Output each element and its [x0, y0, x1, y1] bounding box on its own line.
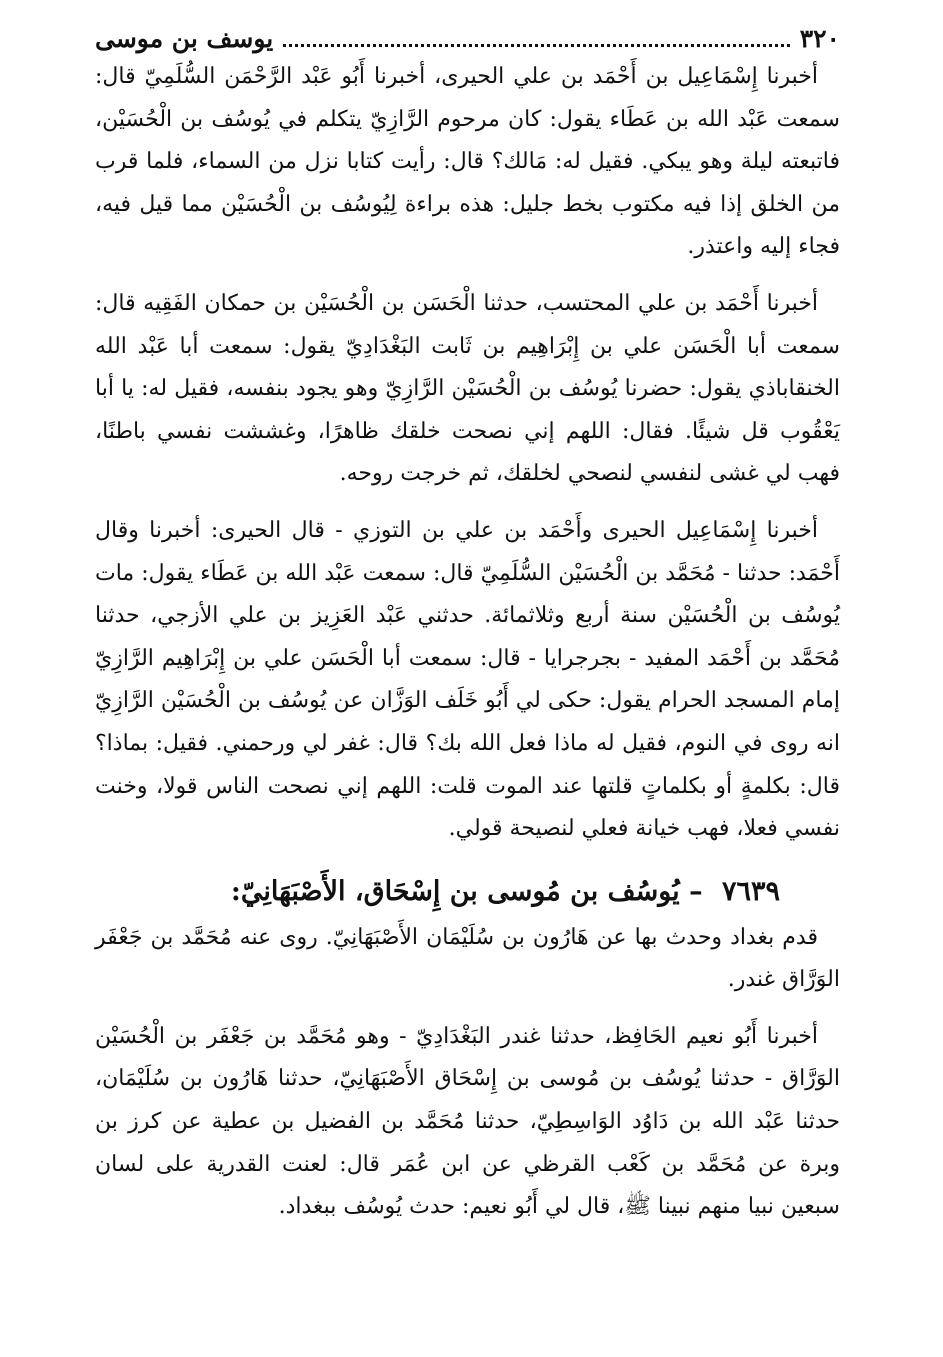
page-number: ٣٢٠ [799, 24, 840, 53]
entry-paragraph-2: أخبرنا أَبُو نعيم الحَافِظ، حدثنا غندر البَغْدَادِيّ - وهو مُحَمَّد بن جَعْفَر بن الْحُسَيْن الوَرَّاق - حدثنا يُوسُف بن مُوسى بن إِسْحَاق الأَصْبَهَانِيّ، حدثنا هَارُون بن سُلَيْمَان، حدثنا عَبْد الله بن دَاوُد الوَاسِطِيّ، حدثنا مُحَمَّد بن الفضيل بن عطية عن كرز بن وبرة عن مُحَمَّد بن كَعْب القرظي عن ابن عُمَر قال: لعنت القدرية على لسان سبعين نبيا منهم نبينا ﷺ، قال لي أَبُو نعيم: حدث يُوسُف ببغداد. [95, 1023, 840, 1220]
running-head-title: يوسف بن موسى [95, 24, 274, 53]
paragraph-3: أخبرنا إِسْمَاعِيل الحيرى وأَحْمَد بن علي بن التوزي - قال الحيرى: أخبرنا وقال أَحْمَد: حدثنا - مُحَمَّد بن الْحُسَيْن السُّلَمِيّ قال: سمعت عَبْد الله بن عَطَاء يقول: مات يُوسُف بن الْحُسَيْن سنة أربع وثلاثمائة. حدثني عَبْد العَزِيز بن علي الأزجي، حدثنا مُحَمَّد بن أَحْمَد المفيد - بجرجرايا - قال: سمعت أبا الْحَسَن علي بن إِبْرَاهِيم الرَّازِيّ إمام المسجد الحرام يقول: حكى لي أَبُو خَلَف الوَزَّان عن يُوسُف بن الْحُسَيْن الرَّازِيّ انه روى في النوم، فقيل له ماذا فعل الله بك؟ قال: غفر لي ورحمني. فقيل: بماذا؟ قال: بكلمةٍ أو بكلماتٍ قلتها عند الموت قلت: اللهم إني نصحت الناس قولا، وخنت نفسي فعلا، فهب خيانة فعلي لنصيحة قولي. [95, 517, 840, 842]
entry-heading [95, 869, 840, 915]
dotted-leader [283, 44, 790, 47]
book-page [95, 22, 840, 1229]
entry-name: يُوسُف بن مُوسى بن إِسْحَاق، الأَصْبَهَانِيّ: [230, 875, 680, 907]
paragraph-2: أخبرنا أَحْمَد بن علي المحتسب، حدثنا الْحَسَن بن الْحُسَيْن بن حمكان الفَقِيه قال: سمعت أبا الْحَسَن علي بن إِبْرَاهِيم بن ثَابت البَغْدَادِيّ يقول: سمعت أبا عَبْد الله الخنقاباذي يقول: حضرنا يُوسُف بن الْحُسَيْن الرَّازِيّ وهو يجود بنفسه، فقيل له: يا أبا يَعْقُوب قل شيئًا. فقال: اللهم إني نصحت خلقك ظاهرًا، وغششت نفسي باطنًا، فهب لي غشى لنفسي لنصحي لخلقك، ثم خرجت روحه. [95, 290, 840, 487]
entry-dash: – [689, 875, 703, 907]
running-head [95, 22, 840, 56]
entry-paragraph-1: قدم بغداد وحدث بها عن هَارُون بن سُلَيْمَان الأَصْبَهَانِيّ. روى عنه مُحَمَّد بن جَعْفَر الوَرَّاق غندر. [95, 924, 840, 993]
entry-number: ٧٦٣٩ [721, 875, 780, 907]
paragraph-1: أخبرنا إِسْمَاعِيل بن أَحْمَد بن علي الحيرى، أخبرنا أَبُو عَبْد الرَّحْمَن السُّلَمِيّ قال: سمعت عَبْد الله بن عَطَاء يقول: كان مرحوم الرَّازِيّ يتكلم في يُوسُف بن الْحُسَيْن، فاتبعته ليلة وهو يبكي. فقيل له: مَالك؟ قال: رأيت كتابا نزل من السماء، فلما قرب من الخلق إذا فيه مكتوب بخط جليل: هذه براءة لِيُوسُف بن الْحُسَيْن مما قيل فيه، فجاء إليه واعتذر. [95, 64, 840, 260]
